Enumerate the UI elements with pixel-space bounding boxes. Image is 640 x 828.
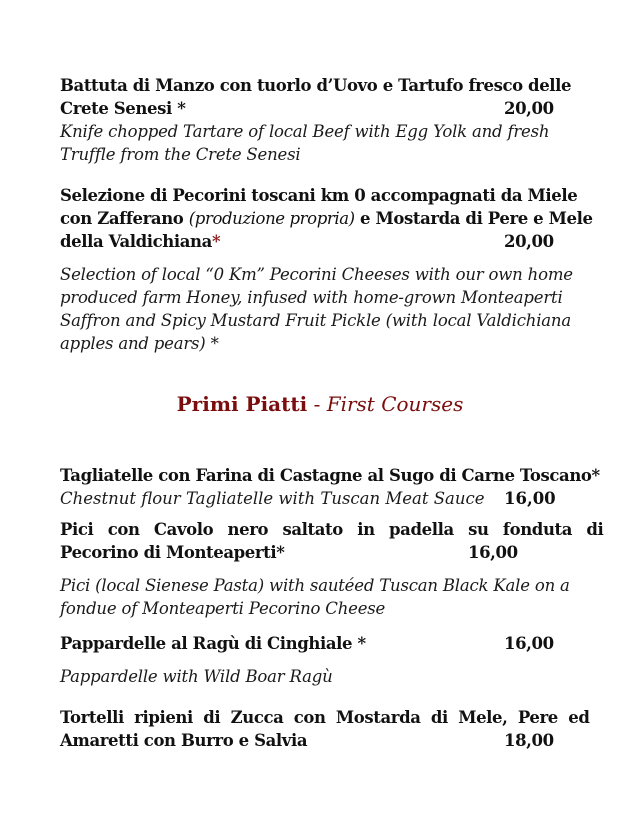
item-name-cont: Crete Senesi * bbox=[60, 99, 186, 118]
desc-line: Saffron and Spicy Mustard Fruit Pickle (with local Valdichiana bbox=[60, 311, 571, 330]
item-name: Selezione di Pecorini toscani km 0 accompagnati da Miele bbox=[60, 186, 578, 205]
menu-item-tortelli bbox=[60, 706, 590, 752]
item-name: Pici con Cavolo nero saltato in padella su fonduta di bbox=[60, 520, 604, 539]
item-price: 16,00 bbox=[504, 489, 556, 508]
item-name-part: della Valdichiana bbox=[60, 232, 212, 251]
menu-item-pappardelle bbox=[60, 632, 580, 688]
menu-item-tagliatelle bbox=[60, 464, 600, 510]
section-title-italian: Primi Piatti bbox=[176, 392, 308, 416]
item-name-part: con Zafferano bbox=[60, 209, 189, 228]
menu-item-battuta bbox=[60, 74, 580, 166]
item-name-line-2 bbox=[60, 97, 580, 120]
item-description bbox=[60, 574, 580, 620]
section-heading bbox=[60, 392, 580, 416]
desc-line: Knife chopped Tartare of local Beef with Egg Yolk and fresh bbox=[60, 122, 550, 141]
item-name-line bbox=[60, 184, 580, 207]
section-title-english: First Courses bbox=[326, 392, 464, 416]
item-description bbox=[60, 263, 580, 355]
item-name: Battuta di Manzo con tuorlo d’Uovo e Tartufo fresco delle bbox=[60, 76, 572, 95]
desc-line: fondue of Monteaperti Pecorino Cheese bbox=[60, 599, 386, 618]
item-name-part: e Mostarda di Pere e Mele bbox=[354, 209, 593, 228]
item-name-line-2 bbox=[60, 729, 580, 752]
item-price: 20,00 bbox=[504, 232, 554, 251]
item-name-cont: Pecorino di Monteaperti* bbox=[60, 543, 285, 562]
item-name-line bbox=[60, 632, 580, 655]
desc-line: Truffle from the Crete Senesi bbox=[60, 145, 301, 164]
desc-line: Pappardelle with Wild Boar Ragù bbox=[60, 667, 333, 686]
item-desc-line bbox=[60, 487, 580, 510]
item-name-line bbox=[60, 74, 580, 97]
section-separator: - bbox=[307, 392, 327, 416]
item-price: 18,00 bbox=[504, 731, 554, 750]
item-name-line-2 bbox=[60, 207, 593, 230]
desc-line: Pici (local Sienese Pasta) with sautéed Tuscan Black Kale on a bbox=[60, 576, 570, 595]
item-name: Tagliatelle con Farina di Castagne al Sugo di Carne Toscano* bbox=[60, 466, 600, 485]
desc-line: apples and pears) * bbox=[60, 334, 219, 353]
item-description bbox=[60, 665, 580, 688]
item-name-line bbox=[60, 518, 604, 541]
asterisk-marker: * bbox=[211, 232, 221, 251]
desc-line: produced farm Honey, infused with home-grown Monteaperti bbox=[60, 288, 563, 307]
item-name-line-3 bbox=[60, 230, 580, 253]
item-description: Chestnut flour Tagliatelle with Tuscan Meat Sauce bbox=[60, 489, 485, 508]
item-name-line bbox=[60, 706, 590, 729]
item-name-cont: Amaretti con Burro e Salvia bbox=[60, 731, 308, 750]
item-price: 20,00 bbox=[504, 99, 554, 118]
item-name: Tortelli ripieni di Zucca con Mostarda di Mele, Pere ed bbox=[60, 708, 590, 727]
desc-line: Selection of local “0 Km” Pecorini Cheeses with our own home bbox=[60, 265, 573, 284]
item-name-line bbox=[60, 464, 600, 487]
item-description bbox=[60, 120, 580, 166]
item-price: 16,00 bbox=[504, 634, 554, 653]
item-name: Pappardelle al Ragù di Cinghiale * bbox=[60, 634, 366, 653]
menu-item-pecorini bbox=[60, 184, 593, 355]
item-name-line-2 bbox=[60, 541, 580, 564]
item-name-italic: (produzione propria) bbox=[188, 209, 355, 228]
menu-item-pici bbox=[60, 518, 604, 620]
item-price: 16,00 bbox=[468, 543, 518, 562]
